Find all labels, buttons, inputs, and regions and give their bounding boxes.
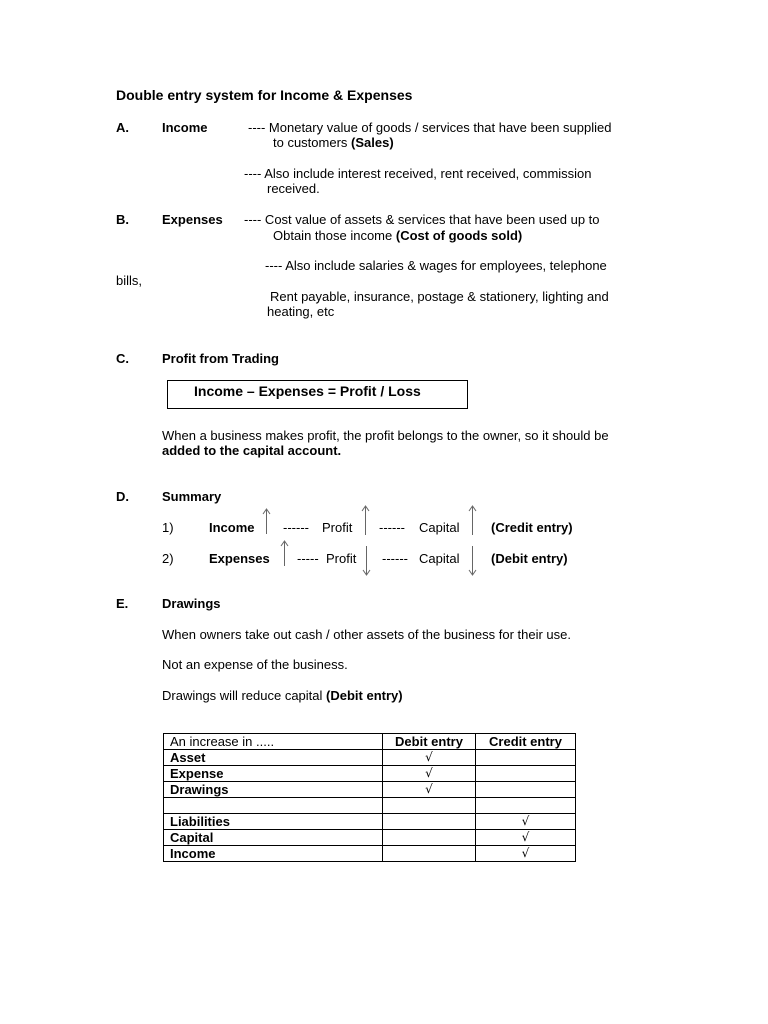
table-header-cell: Debit entry <box>383 734 476 750</box>
summary-row2-sep1: ----- <box>297 551 319 566</box>
table-row <box>164 798 576 814</box>
section-a-line1: ---- Monetary value of goods / services that have been supplied <box>248 120 612 135</box>
section-e-letter: E. <box>116 596 129 611</box>
section-c-text1: When a business makes profit, the profit belongs to the owner, so it should be <box>162 428 609 443</box>
summary-row2-entry: (Debit entry) <box>491 551 568 566</box>
check-mark-cell: √ <box>476 814 576 830</box>
section-b-line2-bold: (Cost of goods sold) <box>395 228 523 243</box>
section-c-text2: added to the capital account. <box>162 443 342 458</box>
table-row-label <box>164 798 383 814</box>
check-mark-cell: √ <box>383 750 476 766</box>
summary-row1-num: 1) <box>162 520 174 535</box>
table-header-row <box>164 734 576 750</box>
check-mark-cell: √ <box>383 766 476 782</box>
entries-table <box>163 733 576 862</box>
table-header-cell: Credit entry <box>476 734 576 750</box>
arrow-down-icon <box>362 546 371 576</box>
section-b-line1: ---- Cost value of assets & services that have been used up to <box>244 212 600 227</box>
summary-row2-term: Expenses <box>209 551 270 566</box>
check-mark-cell: √ <box>476 846 576 862</box>
section-e-heading: Drawings <box>162 596 221 611</box>
check-mark-cell <box>476 766 576 782</box>
table-row <box>164 782 576 798</box>
summary-row1-sep2: ------ <box>379 520 405 535</box>
formula-box <box>167 380 468 409</box>
table-row-label: Expense <box>164 766 383 782</box>
section-e-text3-text: Drawings will reduce capital <box>162 688 323 703</box>
summary-row1-sep1: ------ <box>283 520 309 535</box>
arrow-up-icon <box>280 540 289 566</box>
section-a-line4: received. <box>267 181 320 196</box>
check-mark-cell <box>383 846 476 862</box>
section-a-line2-bold: (Sales) <box>351 135 394 150</box>
table-row-label: Income <box>164 846 383 862</box>
summary-row1-entry: (Credit entry) <box>491 520 573 535</box>
table-row <box>164 750 576 766</box>
check-mark-cell <box>476 782 576 798</box>
arrow-up-icon <box>262 508 271 534</box>
table-row-label: Capital <box>164 830 383 846</box>
check-mark-cell: √ <box>383 782 476 798</box>
summary-row2-num: 2) <box>162 551 174 566</box>
page-title: Double entry system for Income & Expenses <box>116 87 413 103</box>
table-row <box>164 814 576 830</box>
section-b-line2 <box>273 228 522 243</box>
check-mark-cell <box>476 798 576 814</box>
section-b-letter: B. <box>116 212 129 227</box>
table-row-label: Drawings <box>164 782 383 798</box>
summary-row2-sep2: ------ <box>382 551 408 566</box>
table-row <box>164 830 576 846</box>
table-row <box>164 766 576 782</box>
section-c-heading: Profit from Trading <box>162 351 279 366</box>
section-e-text1: When owners take out cash / other assets of the business for their use. <box>162 627 571 642</box>
arrow-up-icon <box>468 505 477 535</box>
summary-row2-capital: Capital <box>419 551 460 566</box>
section-b-line3: ---- Also include salaries & wages for employees, telephone <box>265 258 607 273</box>
arrow-down-icon <box>468 546 477 576</box>
formula-text: Income – Expenses = Profit / Loss <box>194 383 421 399</box>
section-a-line2-text: to customers <box>273 135 348 150</box>
check-mark-cell <box>383 798 476 814</box>
section-a-line3: ---- Also include interest received, rent received, commission <box>244 166 592 181</box>
section-d-letter: D. <box>116 489 129 504</box>
section-c-letter: C. <box>116 351 129 366</box>
section-e-text3-bold: (Debit entry) <box>326 688 403 703</box>
section-e-text3 <box>162 688 403 703</box>
check-mark-cell: √ <box>476 830 576 846</box>
section-a-letter: A. <box>116 120 129 135</box>
summary-row1-profit: Profit <box>322 520 353 535</box>
section-a-heading: Income <box>162 120 208 135</box>
summary-row2-profit: Profit <box>326 551 357 566</box>
table-row <box>164 846 576 862</box>
section-d-heading: Summary <box>162 489 222 504</box>
check-mark-cell <box>383 814 476 830</box>
section-b-line5: Rent payable, insurance, postage & stationery, lighting and <box>270 289 609 304</box>
check-mark-cell <box>476 750 576 766</box>
section-b-line6: heating, etc <box>267 304 335 319</box>
check-mark-cell <box>383 830 476 846</box>
table-row-label: Asset <box>164 750 383 766</box>
summary-row1-capital: Capital <box>419 520 460 535</box>
arrow-up-icon <box>361 505 370 535</box>
section-b-heading: Expenses <box>162 212 223 227</box>
section-b-line2-text: Obtain those income <box>273 228 393 243</box>
summary-row1-term: Income <box>209 520 255 535</box>
table-header-cell: An increase in ..... <box>164 734 383 750</box>
section-b-line4: bills, <box>116 273 143 288</box>
table-row-label: Liabilities <box>164 814 383 830</box>
section-e-text2: Not an expense of the business. <box>162 657 348 672</box>
section-a-line2 <box>273 135 394 150</box>
